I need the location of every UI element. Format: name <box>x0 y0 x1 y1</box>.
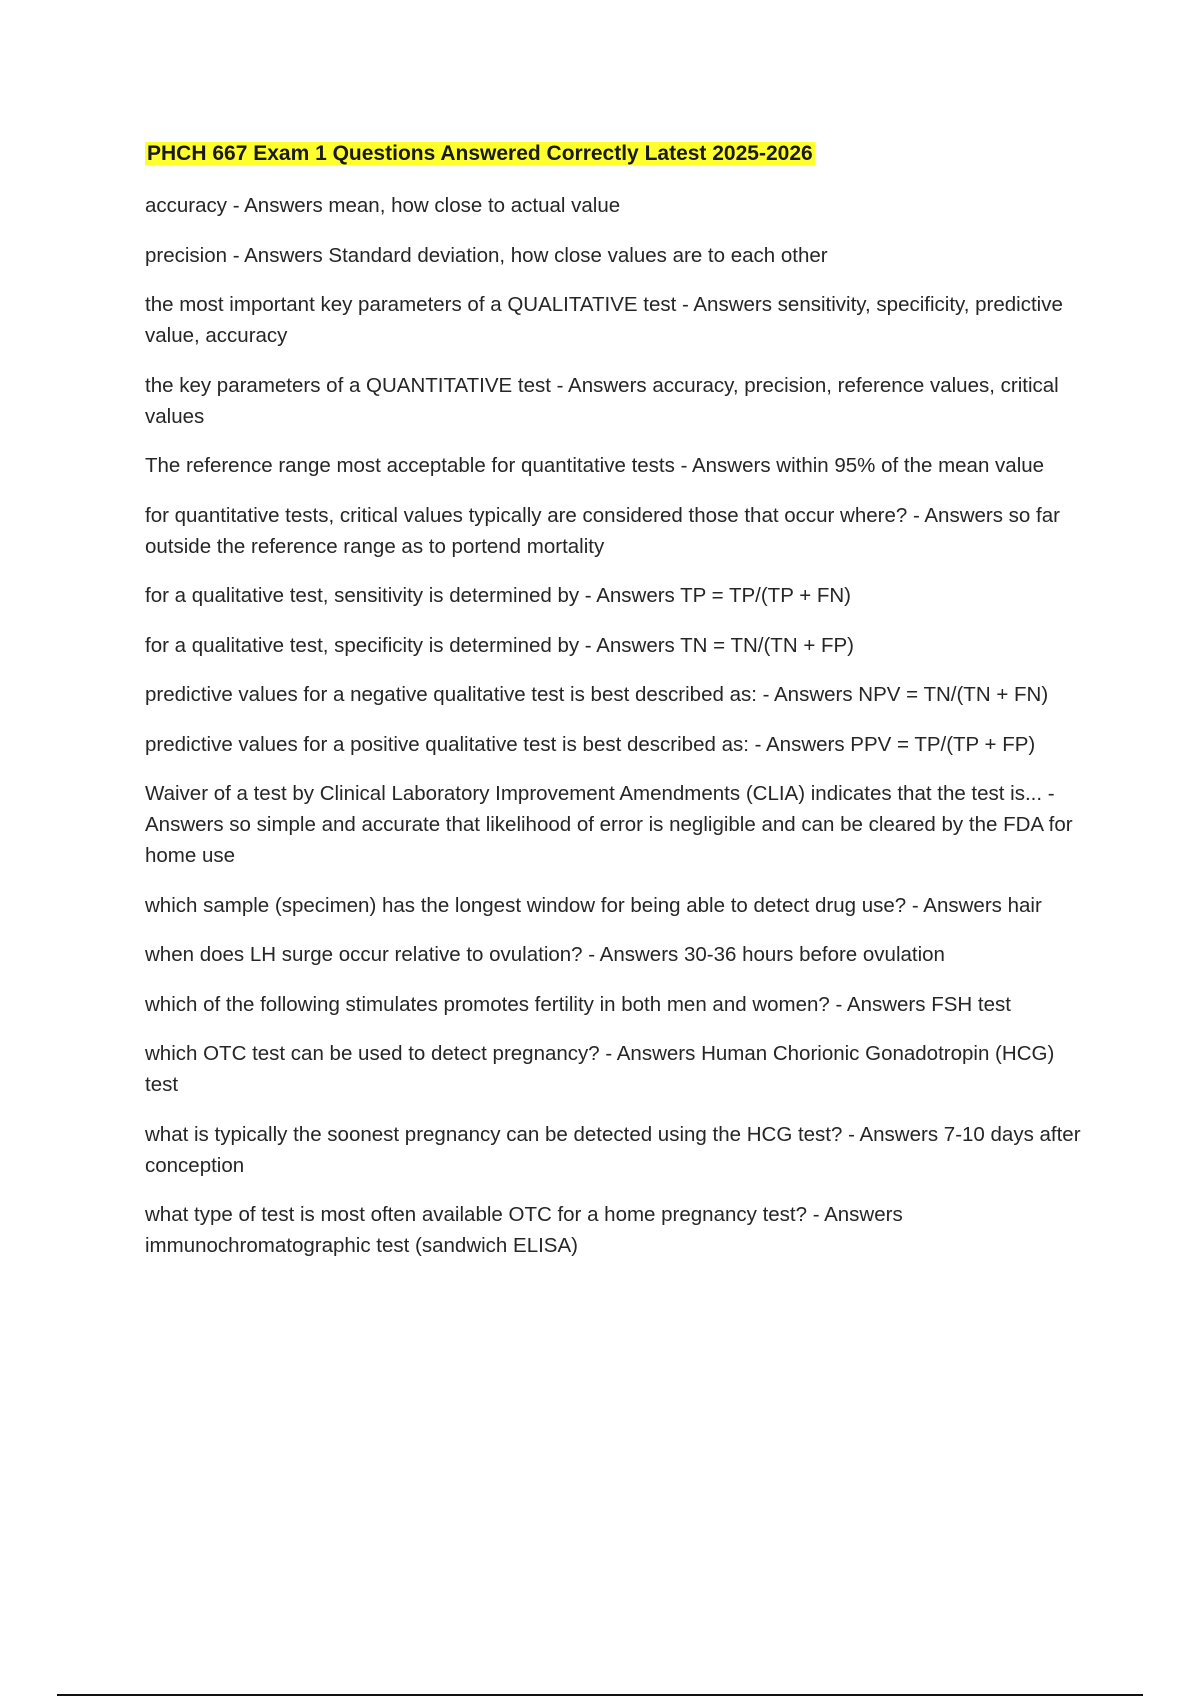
document-title <box>145 140 815 168</box>
qa-entry: what is typically the soonest pregnancy can be detected using the HCG test? - Answers 7-10 days after conception <box>145 1122 1081 1177</box>
document-body <box>145 140 1085 1280</box>
highlighted-title-text: PHCH 667 Exam 1 Questions Answered Correctly Latest 2025-2026 <box>147 142 813 165</box>
qa-entry: which OTC test can be used to detect pregnancy? - Answers Human Chorionic Gonadotropin (HCG) test <box>145 1042 1055 1096</box>
qa-entry: what type of test is most often available OTC for a home pregnancy test? - Answers immunochromatographic test (sandwich ELISA) <box>145 1203 903 1257</box>
qa-entry: for quantitative tests, critical values typically are considered those that occur where? - Answers so far outside the reference range as to portend mortality <box>145 503 1060 558</box>
qa-entry: for a qualitative test, sensitivity is determined by - Answers TP = TP/(TP + FN) <box>145 584 852 607</box>
qa-entry: when does LH surge occur relative to ovulation? - Answers 30-36 hours before ovulation <box>145 943 945 966</box>
qa-entry: The reference range most acceptable for quantitative tests - Answers within 95% of the mean value <box>145 454 1045 477</box>
qa-entry: the most important key parameters of a QUALITATIVE test - Answers sensitivity, specificity, predictive value, accuracy <box>145 293 1063 347</box>
qa-entry: accuracy - Answers mean, how close to actual value <box>145 194 621 217</box>
qa-entry: Waiver of a test by Clinical Laboratory Improvement Amendments (CLIA) indicates that the test is... - Answers so simple and accurate that likelihood of error is negligible and can be cleared by the FDA for home use <box>145 782 1073 867</box>
qa-entry: precision - Answers Standard deviation, how close values are to each other <box>145 243 828 267</box>
qa-entry: for a qualitative test, specificity is determined by - Answers TN = TN/(TN + FP) <box>145 633 855 657</box>
qa-entry: the key parameters of a QUANTITATIVE test - Answers accuracy, precision, reference values, critical values <box>145 373 1059 428</box>
qa-entry: which of the following stimulates promotes fertility in both men and women? - Answers FSH test <box>145 992 1011 1016</box>
qa-entry: predictive values for a negative qualitative test is best described as: - Answers NPV = TN/(TN + FN) <box>145 683 1049 706</box>
qa-entry: which sample (specimen) has the longest window for being able to detect drug use? - Answers hair <box>145 893 1042 917</box>
footer-divider <box>57 1694 1143 1696</box>
qa-entry: predictive values for a positive qualitative test is best described as: - Answers PPV = TP/(TP + FP) <box>145 732 1036 756</box>
